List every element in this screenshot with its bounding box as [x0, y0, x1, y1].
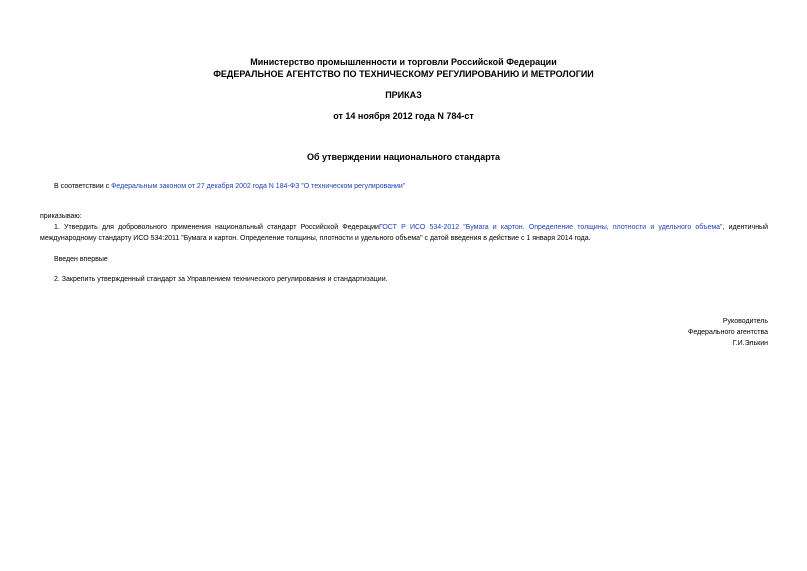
signature-agency: Федерального агентства [688, 329, 768, 336]
introduced-note: Введен впервые [54, 256, 108, 263]
document-title: Об утверждении национального стандарта [306, 152, 501, 162]
preamble-prefix: В соответствии с [54, 183, 112, 190]
document-date-number: от 14 ноября 2012 года N 784-ст [333, 111, 474, 121]
signature-name: Г.И.Элькин [732, 340, 768, 347]
item-2-paragraph: 2. Закрепить утвержденный стандарт за Управлением технического регулирования и стандартизации. [54, 276, 388, 283]
agency-heading: ФЕДЕРАЛЬНОЕ АГЕНТСТВО ПО ТЕХНИЧЕСКОМУ РЕГУЛИРОВАНИЮ И МЕТРОЛОГИИ [213, 69, 594, 79]
preamble-paragraph [40, 181, 768, 192]
item-1-suffix: , идентичный международному стандарту ИСО 534:2011 "Бумага и картон. Определение толщины, плотности и удельного объема" с датой введения в действие с 1 января 2014 года. [40, 224, 769, 242]
item-1-paragraph [40, 222, 768, 244]
federal-law-link[interactable]: Федеральным законом от 27 декабря 2002 года N 184-ФЗ "О техническом регулировании" [111, 183, 406, 190]
signature-position: Руководитель [722, 318, 768, 325]
orders-word: приказываю: [40, 213, 82, 220]
document-type: ПРИКАЗ [385, 90, 422, 100]
ministry-heading: Министерство промышленности и торговли Российской Федерации [250, 57, 557, 67]
gost-standard-link[interactable]: ГОСТ Р ИСО 534-2012 "Бумага и картон. Определение толщины, плотности и удельного объема" [378, 224, 723, 231]
item-1-prefix: 1. Утвердить для добровольного применения национальный стандарт Российской Федерации [54, 224, 379, 231]
